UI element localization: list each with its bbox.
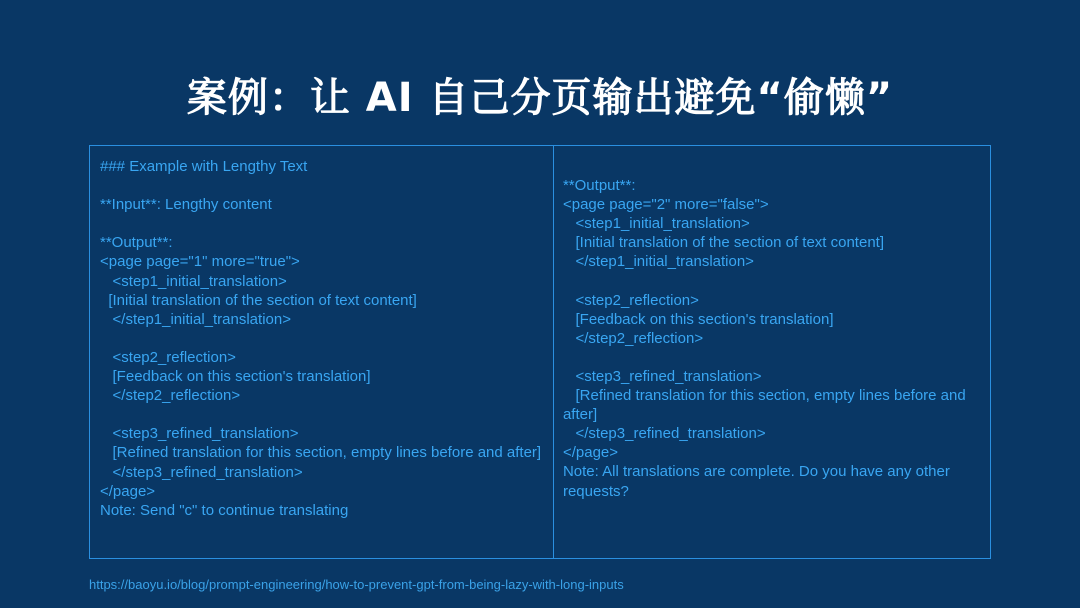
code-line: [Initial translation of the section of text content] [100,291,417,309]
code-line: [Refined translation for this section, empty lines before and after] [562,387,970,424]
code-line: </step3_refined_translation> [562,425,766,443]
code-line [563,348,980,367]
code-line: <step3_refined_translation> [562,367,762,385]
code-line [100,214,543,233]
code-line: <step1_initial_translation> [562,215,750,233]
code-line: <page page="1" more="true"> [100,253,300,271]
slide-title: 案例：让 AI 自己分页输出避免“偷懒” [186,75,894,121]
code-line: </step2_reflection> [562,329,704,347]
code-line: <step3_refined_translation> [100,425,299,443]
code-line: <page page="2" more="false"> [562,196,769,214]
code-line: [Initial translation of the section of text content] [562,234,884,252]
code-line: </page> [100,482,156,500]
code-line: </step2_reflection> [100,387,241,405]
code-line: <step2_reflection> [100,348,236,366]
code-line: </step1_initial_translation> [100,310,291,328]
code-line: ### Example with Lengthy Text [100,158,308,175]
source-url-link[interactable]: https://baoyu.io/blog/prompt-engineering/how-to-prevent-gpt-from-being-lazy-with-long-inputs [89,577,624,592]
code-line: [Feedback on this section's translation] [562,310,834,328]
code-line: **Output**: [562,177,636,194]
code-line: [Feedback on this section's translation] [100,368,371,386]
code-comparison-table [89,145,991,559]
code-line: Note: All translations are complete. Do you have any other requests? [562,463,955,500]
code-column-page-1 [90,146,554,558]
code-line [100,329,543,348]
code-line [563,271,980,290]
code-line: [Refined translation for this section, empty lines before and after] [100,444,542,462]
code-line: </step3_refined_translation> [100,463,303,481]
code-line: </page> [562,444,619,462]
code-line: Note: Send "c" to continue translating [100,501,349,519]
code-line: **Input**: Lengthy content [100,196,272,214]
code-column-page-2 [554,146,990,558]
code-line: <step2_reflection> [562,291,699,309]
code-line: **Output**: [100,234,173,252]
code-line: </step1_initial_translation> [562,253,754,271]
code-line [100,405,543,424]
code-line: <step1_initial_translation> [100,272,287,290]
code-line [100,176,543,195]
